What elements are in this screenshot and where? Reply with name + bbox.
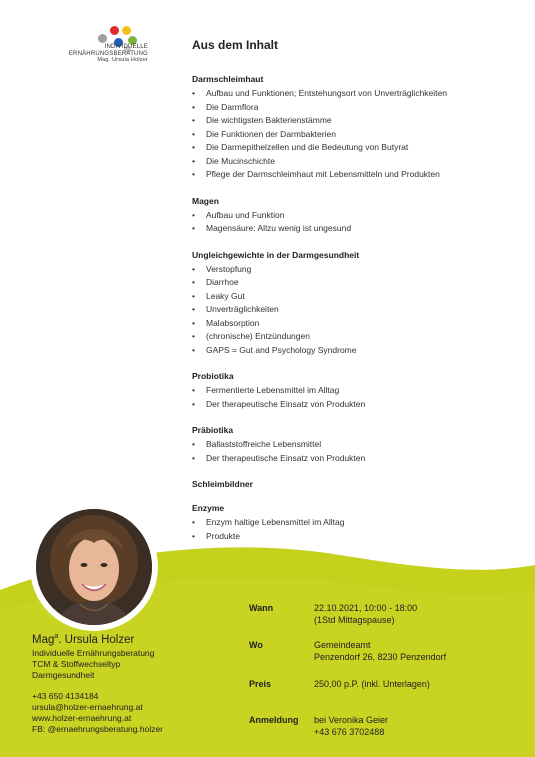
when-date: 22.10.2021, 10:00 - 18:00	[314, 603, 418, 613]
section	[192, 503, 522, 543]
list-item: • Leaky Gut	[192, 290, 522, 304]
section	[192, 74, 522, 182]
where-label: Wo	[249, 640, 263, 650]
section-title: Magen	[192, 195, 219, 206]
list-item: • Verstopfung	[192, 263, 522, 277]
list-item: • Die Darmflora	[192, 101, 522, 115]
when-label: Wann	[249, 603, 274, 613]
list-item: • Der therapeutische Einsatz von Produkten	[192, 398, 522, 412]
contact-email[interactable]: ursula@holzer-ernaehrung.at	[32, 701, 143, 712]
section-title: Darmschleimhaut	[192, 74, 264, 84]
section-title: Enzyme	[192, 503, 225, 513]
section-title: Schleimbildner	[192, 479, 253, 489]
registration-line-2: +43 676 3702488	[314, 726, 385, 737]
section-list	[192, 263, 522, 358]
list-item: • Pflege der Darmschleimhaut mit Lebensmitteln und Produkten	[192, 168, 522, 182]
section	[192, 425, 522, 465]
list-item: • Aufbau und Funktionen; Entstehungsort von Unverträglichkeiten	[192, 87, 522, 101]
list-item: • Fermentierte Lebensmittel im Alltag	[192, 384, 522, 398]
section	[192, 479, 522, 489]
list-item: • Aufbau und Funktion	[192, 209, 522, 223]
sections-container	[192, 74, 522, 543]
when-note: (1Std Mittagspause)	[314, 614, 395, 625]
portrait-illustration	[36, 509, 152, 625]
registration-value	[314, 715, 388, 738]
list-item: • Ballaststoffreiche Lebensmittel	[192, 438, 522, 452]
list-item: • Die Mucinschichte	[192, 155, 522, 169]
list-item: • Magensäure: Allzu wenig ist ungesund	[192, 222, 522, 236]
list-item: • Malabsorption	[192, 317, 522, 331]
list-item: • Der therapeutische Einsatz von Produkten	[192, 452, 522, 466]
contact-name: Mag$^a$. Ursula Holzer	[32, 633, 135, 646]
list-item: • Unverträglichkeiten	[192, 303, 522, 317]
where-line-2: Penzendorf 26, 8230 Penzendorf	[314, 651, 447, 662]
contact-role-3: Darmgesundheit	[32, 669, 95, 680]
section-title: Präbiotika	[192, 425, 234, 435]
list-item: • (chronische) Entzündungen	[192, 330, 522, 344]
section	[192, 371, 522, 411]
logo-dot-red	[110, 26, 119, 35]
logo-line-2: ERNÄHRUNGSBERATUNG	[68, 50, 148, 57]
logo-line-1: INDIVIDUELLE	[104, 44, 148, 50]
section-list	[192, 87, 522, 182]
price-label: Preis	[249, 679, 272, 689]
list-item: • Produkte	[192, 530, 522, 544]
section	[192, 196, 522, 236]
contact-phone: +43 650 4134184	[32, 690, 99, 701]
logo-text	[58, 44, 148, 64]
registration-line-1: bei Veronika Geier	[314, 715, 389, 725]
contact-facebook[interactable]: FB: @ernaehrungsberatung.holzer	[32, 723, 164, 734]
where-value	[314, 640, 446, 663]
list-item: • Enzym haltige Lebensmittel im Alltag	[192, 516, 522, 530]
registration-label: Anmeldung	[249, 715, 299, 725]
content-list	[192, 38, 522, 557]
section-list	[192, 384, 522, 411]
list-item: • Die Darmepithelzellen und die Bedeutung von Butyrat	[192, 141, 522, 155]
contact-info	[32, 630, 232, 735]
section-title: Ungleichgewichte in der Darmgesundheit	[192, 249, 360, 260]
list-item: • Die wichtigsten Bakterienstämme	[192, 114, 522, 128]
section-list	[192, 438, 522, 465]
price-value: 250,00 p.P. (inkl. Unterlagen)	[314, 679, 430, 689]
logo-line-3: Mag. Ursula Holzer	[97, 57, 148, 64]
section-title: Probiotika	[192, 371, 234, 381]
logo-dot-gray	[98, 34, 107, 43]
list-item: • Diarrhoe	[192, 276, 522, 290]
section-list	[192, 516, 522, 543]
section-list	[192, 209, 522, 236]
list-item: • GAPS = Gut and Psychology Syndrome	[192, 344, 522, 358]
where-line-1: Gemeindeamt	[314, 640, 371, 650]
list-item: • Die Funktionen der Darmbakterien	[192, 128, 522, 142]
contact-website[interactable]: www.holzer-ernaehrung.at	[32, 712, 132, 723]
content-title: Aus dem Inhalt	[192, 38, 279, 52]
contact-role-2: TCM & Stoffwechseltyp	[32, 658, 121, 669]
logo-dot-yellow	[122, 26, 131, 35]
contact-role-1: Individuelle Ernährungsberatung	[32, 647, 155, 658]
portrait-photo	[36, 509, 152, 625]
section	[192, 250, 522, 358]
when-value	[314, 603, 417, 626]
